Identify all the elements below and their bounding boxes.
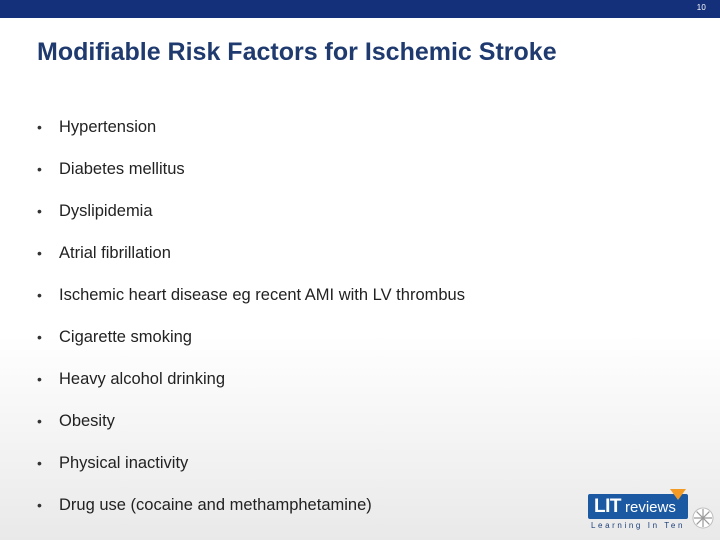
logo-arrow-icon [670, 489, 686, 500]
bullet-icon: • [37, 371, 42, 387]
slide-corner-icon [691, 506, 715, 530]
list-item [37, 201, 677, 243]
logo-reviews-text: reviews [625, 499, 676, 516]
list-item [37, 453, 677, 495]
bullet-text: Drug use (cocaine and methamphetamine) [59, 496, 372, 514]
list-item [37, 243, 677, 285]
bullet-text: Dyslipidemia [59, 202, 153, 220]
top-bar [0, 0, 720, 18]
bullet-icon: • [37, 203, 42, 219]
bullet-text: Diabetes mellitus [59, 160, 185, 178]
bullet-text: Physical inactivity [59, 454, 189, 472]
slide-number: 10 [696, 3, 706, 12]
bullet-icon: • [37, 497, 42, 513]
bullet-list [37, 117, 677, 537]
list-item [37, 495, 677, 537]
bullet-text: Hypertension [59, 118, 157, 136]
bullet-icon: • [37, 287, 42, 303]
bullet-text: Ischemic heart disease eg recent AMI with LV thrombus [59, 286, 465, 304]
list-item [37, 411, 677, 453]
bullet-icon: • [37, 455, 42, 471]
logo-lit-text: LIT [594, 496, 621, 517]
bullet-icon: • [37, 119, 42, 135]
list-item [37, 117, 677, 159]
bullet-text: Obesity [59, 412, 115, 430]
list-item [37, 159, 677, 201]
bullet-text: Atrial fibrillation [59, 244, 171, 262]
bullet-text: Cigarette smoking [59, 328, 192, 346]
bullet-icon: • [37, 329, 42, 345]
bullet-text: Heavy alcohol drinking [59, 370, 226, 388]
slide-title: Modifiable Risk Factors for Ischemic Stroke [37, 38, 557, 66]
logo-tagline: Learning In Ten [591, 521, 686, 530]
list-item [37, 285, 677, 327]
list-item [37, 327, 677, 369]
bullet-icon: • [37, 161, 42, 177]
bullet-icon: • [37, 413, 42, 429]
bullet-icon: • [37, 245, 42, 261]
list-item [37, 369, 677, 411]
